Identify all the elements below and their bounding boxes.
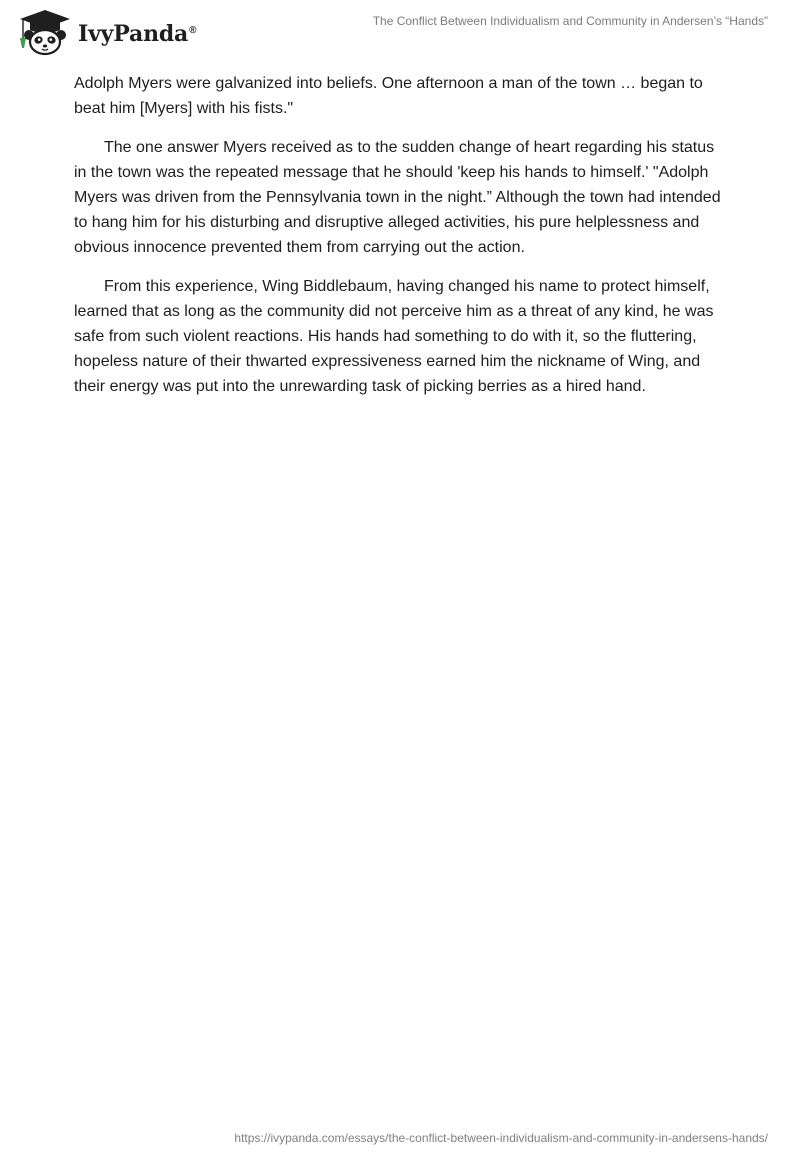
brand-name: IvyPanda® — [78, 21, 197, 47]
essay-body — [74, 71, 728, 413]
ivypanda-logo[interactable] — [14, 8, 196, 56]
paragraph: From this experience, Wing Biddlebaum, having changed his name to protect himself, learned that as long as the community did not perceive him as a threat of any kind, he was safe from such violent reactions. His hands had something to do with it, so the fluttering, hopeless nature of their thwarted expressiveness earned him the nickname of Wing, and their energy was put into the unrewarding task of picking berries as a hired hand. — [74, 278, 714, 395]
running-title: The Conflict Between Individualism and Community in Andersen’s “Hands” — [372, 14, 768, 28]
source-url[interactable]: https://ivypanda.com/essays/the-conflict-between-individualism-and-community-in-andersens-hands/ — [234, 1131, 768, 1145]
paragraph: The one answer Myers received as to the sudden change of heart regarding his status in the town was the repeated message that he should 'keep his hands to himself.' "Adolph Myers was driven from the Pennsylvania town in the night.” Although the town had intended to hang him for his disturbing and disruptive alleged activities, his pure helplessness and obvious innocence prevented them from carrying out the action. — [74, 139, 721, 256]
page-header — [0, 0, 800, 70]
panda-graduate-icon — [14, 8, 76, 56]
paragraph: Adolph Myers were galvanized into beliefs. One afternoon a man of the town … began to beat him [Myers] with his fists." — [74, 75, 703, 117]
registered-mark: ® — [189, 24, 197, 36]
